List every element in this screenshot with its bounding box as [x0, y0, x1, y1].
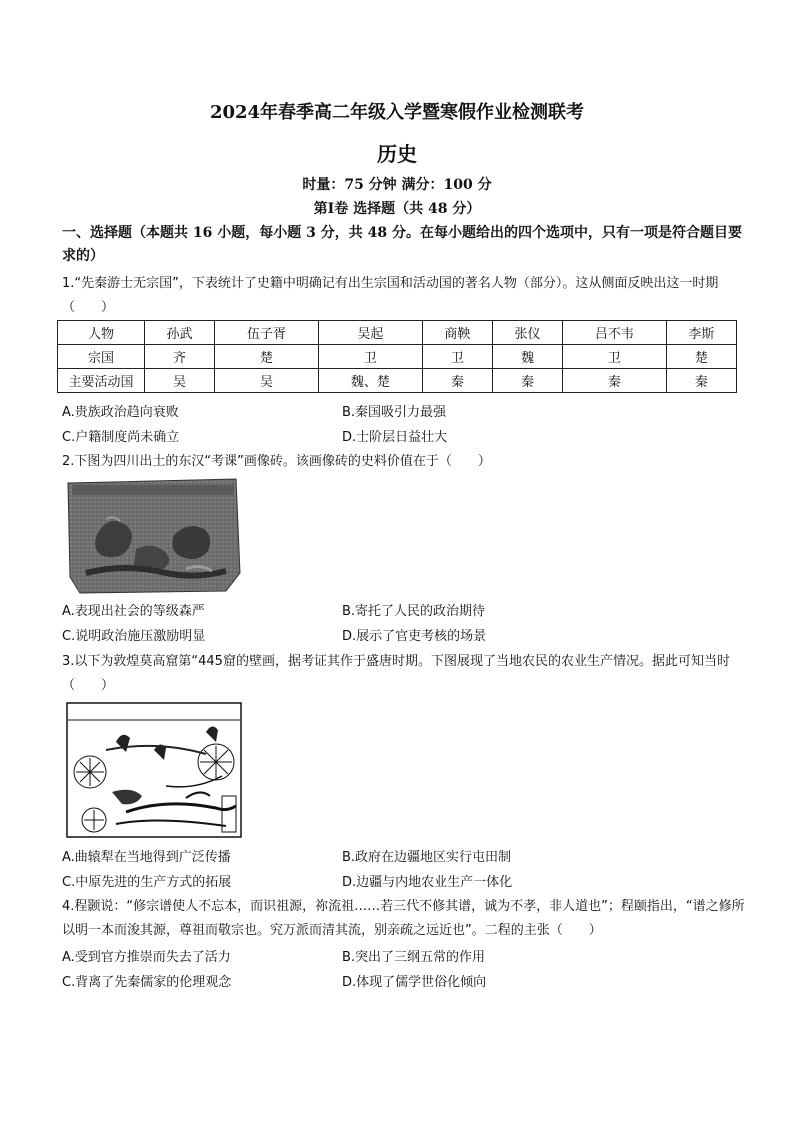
table-cell: 吴起	[318, 321, 422, 345]
exam-title: 2024年春季高二年级入学暨寒假作业检测联考	[209, 102, 585, 123]
table-row	[58, 345, 737, 369]
table-cell: 宗国	[58, 345, 145, 369]
table-cell: 张仪	[492, 321, 562, 345]
option-d[interactable]: D.体现了儒学世俗化倾向	[342, 975, 487, 990]
option-b[interactable]: B.突出了三纲五常的作用	[342, 950, 486, 965]
table-cell: 商鞅	[422, 321, 492, 345]
option-c[interactable]: C.户籍制度尚未确立	[62, 430, 180, 445]
table-cell: 卫	[318, 345, 422, 369]
table-cell: 吴	[215, 369, 319, 393]
table-cell: 魏、楚	[318, 369, 422, 393]
table-cell: 秦	[563, 369, 667, 393]
question-2-stem: 2.下图为四川出土的东汉“考课”画像砖。该画像砖的史料价值在于（ ）	[62, 454, 491, 469]
option-b[interactable]: B.政府在边疆地区实行屯田制	[342, 850, 512, 865]
option-c[interactable]: C.说明政治施压激励明显	[62, 629, 206, 644]
option-c[interactable]: C.中原先进的生产方式的拓展	[62, 875, 232, 890]
table-cell: 秦	[422, 369, 492, 393]
subject-title: 历史	[377, 142, 417, 166]
table-cell: 齐	[145, 345, 215, 369]
option-d[interactable]: D.展示了官吏考核的场景	[342, 629, 487, 644]
part-heading: 第Ⅰ卷 选择题（共 48 分）	[313, 201, 481, 217]
table-cell: 孙武	[145, 321, 215, 345]
mural-image	[66, 702, 242, 838]
option-c[interactable]: C.背离了先秦儒家的伦理观念	[62, 975, 232, 990]
question-4-stem: 4.程颢说：“修宗谱使人不忘本，而识祖源，祢流祖……若三代不修其谱，诚为不孝，非人道也”；程颐指出，“谱之修所以明一本而浚其源，尊祖而敬宗也。究万派而清其流，别亲疏之远近也”。二程的主张（ ）	[62, 899, 745, 938]
exam-meta: 时量：75 分钟 满分：100 分	[302, 177, 492, 193]
table-row	[58, 369, 737, 393]
question-3-stem: 3.以下为敦煌莫高窟第“445窟的壁画，据考证其作于盛唐时期。下图展现了当地农民的农业生产情况。据此可知当时（ ）	[62, 654, 730, 693]
brick-relief-image	[66, 477, 242, 595]
question-1-stem: 1.“先秦游士无宗国”，下表统计了史籍中明确记有出生宗国和活动国的著名人物（部分）。这从侧面反映出这一时期（ ）	[62, 276, 719, 315]
option-b[interactable]: B.寄托了人民的政治期待	[342, 604, 486, 619]
table-row	[58, 321, 737, 345]
table-cell: 吕不韦	[563, 321, 667, 345]
table-cell: 魏	[492, 345, 562, 369]
option-d[interactable]: D.士阶层日益壮大	[342, 430, 448, 445]
table-cell: 秦	[492, 369, 562, 393]
figures-table	[57, 320, 737, 393]
table-cell: 卫	[563, 345, 667, 369]
option-b[interactable]: B.秦国吸引力最强	[342, 405, 447, 420]
table-cell: 楚	[215, 345, 319, 369]
table-cell: 主要活动国	[58, 369, 145, 393]
table-cell: 伍子胥	[215, 321, 319, 345]
table-cell: 人物	[58, 321, 145, 345]
section-heading: 一、选择题（本题共 16 小题，每小题 3 分，共 48 分。在每小题给出的四个选项中，只有一项是符合题目要求的）	[62, 225, 742, 264]
table-cell: 卫	[422, 345, 492, 369]
table-cell: 楚	[666, 345, 736, 369]
table-cell: 李斯	[666, 321, 736, 345]
option-a[interactable]: A.贵族政治趋向衰败	[62, 405, 179, 420]
option-a[interactable]: A.受到官方推崇而失去了活力	[62, 950, 231, 965]
option-a[interactable]: A.曲辕犁在当地得到广泛传播	[62, 850, 231, 865]
option-a[interactable]: A.表现出社会的等级森严	[62, 604, 205, 619]
table-cell: 秦	[666, 369, 736, 393]
table-cell: 吴	[145, 369, 215, 393]
option-d[interactable]: D.边疆与内地农业生产一体化	[342, 875, 513, 890]
